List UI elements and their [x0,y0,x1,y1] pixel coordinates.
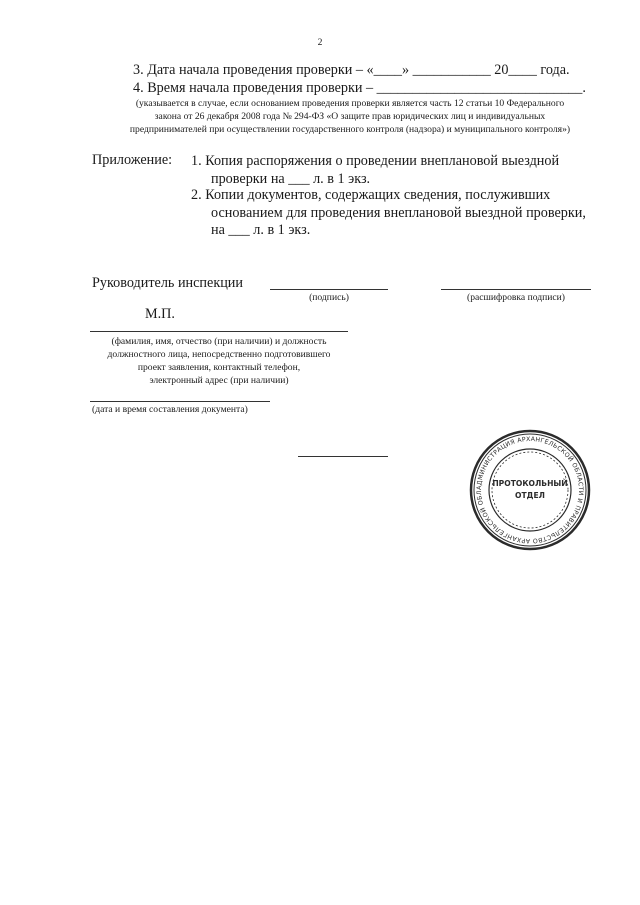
stamp-center-text: ОТДЕЛ [515,491,545,500]
note-line: предпринимателей при осуществлении государственного контроля (надзора) и муниципального контроля») [129,124,571,135]
attachment-item-1 [191,152,559,188]
note-line: закона от 26 декабря 2008 года № 294-ФЗ «О защите прав юридических лиц и индивидуальных [154,111,546,122]
note-block [95,97,605,136]
datetime-caption: (дата и время составления документа) [92,404,248,415]
stamp-ring-text: АДМИНИСТРАЦИЯ АРХАНГЕЛЬСКОЙ ОБЛАСТИ И ПРАВИТЕЛЬСТВО АРХАНГЕЛЬСКОЙ ОБЛ [475,435,585,545]
decoding-line [441,289,591,290]
attachment-line: основанием для проведения внеплановой выездной проверки, [211,204,586,221]
stamp-center-text: ПРОТОКОЛЬНЫЙ [492,479,568,488]
preparer-block [85,335,353,387]
item-start-time: 4. Время начала проведения проверки – _____________________________. [133,80,586,96]
decoding-caption: (расшифровка подписи) [467,292,565,303]
preparer-line-text: должностного лица, непосредственно подготовившего [107,349,331,360]
signature-caption: (подпись) [309,292,349,303]
attachment-item-2 [191,187,586,240]
item-start-date: 3. Дата начала проведения проверки – «____» ___________ 20____ года. [133,62,570,78]
stamp-graphic [468,428,592,552]
preparer-line-text: (фамилия, имя, отчество (при наличии) и должность [111,336,327,347]
stamp [468,428,592,552]
note-line: (указывается в случае, если основанием проведения проверки является часть 12 статьи 10 Федерального [135,98,565,109]
preparer-line-text: электронный адрес (при наличии) [149,375,289,386]
datetime-line [90,401,270,402]
blank-line [298,456,388,457]
seal-place: М.П. [145,306,175,322]
preparer-line [90,331,348,332]
attachment-label: Приложение: [92,152,173,168]
head-label: Руководитель инспекции [92,275,243,291]
preparer-line-text: проект заявления, контактный телефон, [137,362,301,373]
attachment-line: проверки на ___ л. в 1 экз. [211,171,371,187]
attachment-line: на ___ л. в 1 экз. [211,222,311,238]
page-number: 2 [317,37,323,48]
attachment-line: 1. Копия распоряжения о проведении внеплановой выездной [191,153,560,169]
attachment-line: 2. Копии документов, содержащих сведения, послуживших [191,187,551,203]
signature-line [270,289,388,290]
